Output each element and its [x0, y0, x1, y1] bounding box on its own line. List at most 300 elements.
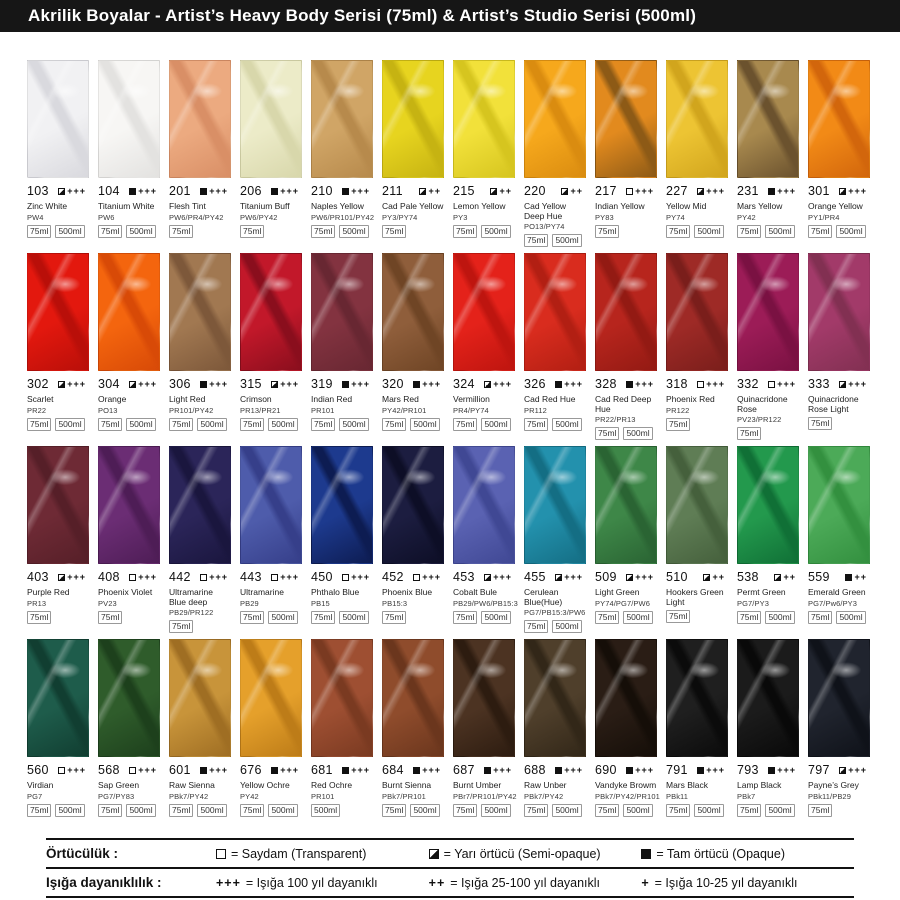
size-chip-500ml: 500ml [197, 804, 226, 817]
paint-name: Emerald Green [808, 587, 866, 597]
paint-code-row [595, 570, 657, 584]
transparent-square-icon [342, 574, 349, 581]
size-chip-500ml: 500ml [268, 418, 297, 431]
paint-code-row [808, 763, 870, 777]
paint-code: 306 [169, 377, 191, 391]
opaque-square-icon [200, 381, 207, 388]
pigment-code: PBk7 [737, 791, 756, 801]
paint-code: 690 [595, 763, 617, 777]
size-chip-500ml: 500ml [55, 225, 84, 238]
paint-code: 217 [595, 184, 617, 198]
paint-swatch-442 [169, 446, 231, 564]
paint-marks [200, 379, 228, 389]
opaque-square-icon [626, 767, 633, 774]
size-chips [27, 225, 89, 238]
size-chips [27, 804, 89, 817]
pigment-code: PR101 [311, 791, 335, 801]
semi-square-icon [419, 188, 426, 195]
size-chip-75ml: 75ml [737, 225, 761, 238]
paint-code: 320 [382, 377, 404, 391]
paint-code: 684 [382, 763, 404, 777]
paint-name: Orange Yellow [808, 201, 863, 211]
lightfastness-rating: +++ [209, 379, 228, 389]
opaque-square-icon [484, 767, 491, 774]
size-chip-75ml: 75ml [808, 225, 832, 238]
paint-card-688 [524, 639, 586, 832]
size-chip-75ml: 75ml [524, 804, 548, 817]
size-chips [595, 804, 657, 817]
paint-name: Ultramarine [240, 587, 284, 597]
paint-name: Vermillion [453, 394, 490, 404]
lightfastness-rating: +++ [67, 765, 86, 775]
pigment-code: PBk7/PR101 [382, 791, 426, 801]
size-chip-75ml: 75ml [240, 225, 264, 238]
paint-marks [626, 765, 654, 775]
lightfastness-rating: +++ [280, 379, 299, 389]
paint-code: 319 [311, 377, 333, 391]
paint-swatch-320 [382, 253, 444, 371]
paint-card-217 [595, 60, 657, 253]
paint-marks [200, 186, 228, 196]
paint-code-row [737, 377, 799, 391]
size-chip-500ml: 500ml [481, 225, 510, 238]
size-chips [311, 611, 373, 624]
paint-card-442 [169, 446, 231, 639]
lightfastness-rating: +++ [564, 765, 583, 775]
size-chip-500ml: 500ml [552, 418, 581, 431]
opaque-square-icon [626, 381, 633, 388]
size-chip-500ml: 500ml [765, 611, 794, 624]
paint-swatch-220 [524, 60, 586, 178]
size-chips [595, 611, 657, 624]
lightfastness-rating: ++ [854, 572, 867, 582]
paint-card-560 [27, 639, 89, 832]
paint-code-row [666, 377, 728, 391]
size-chip-75ml: 75ml [311, 611, 335, 624]
paint-name: Light Red [169, 394, 206, 404]
paint-marks [839, 379, 867, 389]
size-chips [453, 225, 515, 238]
paint-code-row [453, 377, 515, 391]
paint-name: Titanium Buff [240, 201, 290, 211]
lightfastness-rating: +++ [138, 765, 157, 775]
pigment-code: PR101/PY42 [169, 405, 214, 415]
paint-card-684 [382, 639, 444, 832]
paint-swatch-509 [595, 446, 657, 564]
semi-square-icon [271, 381, 278, 388]
lightfastness-rating: +++ [706, 186, 725, 196]
paint-code-row [453, 184, 515, 198]
size-chip-75ml: 75ml [169, 418, 193, 431]
paint-code: 324 [453, 377, 475, 391]
size-chip-500ml: 500ml [311, 804, 340, 817]
paint-code-row [666, 763, 728, 777]
paint-card-227 [666, 60, 728, 253]
size-chip-500ml: 500ml [126, 225, 155, 238]
size-chip-75ml: 75ml [666, 610, 690, 623]
opaque-square-icon [271, 767, 278, 774]
opaque-square-icon [413, 381, 420, 388]
semi-square-icon [561, 188, 568, 195]
lightfastness-rating: +++ [209, 572, 228, 582]
semi-square-icon [58, 188, 65, 195]
paint-card-559 [808, 446, 870, 639]
paint-swatch-211 [382, 60, 444, 178]
legend-item-text: = Işığa 100 yıl dayanıklı [245, 875, 378, 890]
paint-name: Crimson [240, 394, 272, 404]
pigment-code: PR13 [27, 598, 47, 608]
size-chips [240, 225, 302, 238]
paint-name: Flesh Tint [169, 201, 206, 211]
paint-name: Cerulean Blue(Hue) [524, 587, 563, 607]
paint-marks [129, 379, 157, 389]
size-chip-500ml: 500ml [765, 804, 794, 817]
lightfastness-rating: ++ [499, 186, 512, 196]
paint-code-row [595, 184, 657, 198]
semi-square-icon [58, 574, 65, 581]
paint-code: 206 [240, 184, 262, 198]
paint-code: 510 [666, 570, 688, 584]
paint-marks [271, 572, 299, 582]
paint-marks [342, 765, 370, 775]
semi-square-icon [839, 767, 846, 774]
size-chip-75ml: 75ml [808, 417, 832, 430]
paint-swatch-601 [169, 639, 231, 757]
size-chips [98, 804, 160, 817]
size-chip-500ml: 500ml [765, 225, 794, 238]
size-chip-500ml: 500ml [55, 418, 84, 431]
paint-name: Vandyke Browm [595, 780, 657, 790]
size-chip-75ml: 75ml [382, 225, 406, 238]
opaque-square-icon [200, 188, 207, 195]
paint-name: Cad Red Deep Hue [595, 394, 652, 414]
pigment-code: PB15:3 [382, 598, 408, 608]
paint-name: Ultramarine Blue deep [169, 587, 213, 607]
pigment-code: PB29 [240, 598, 259, 608]
semi-opaque-square-icon [429, 849, 439, 859]
paint-marks [58, 186, 86, 196]
paint-marks [413, 572, 441, 582]
semi-square-icon [703, 574, 710, 581]
paint-name: Phoenix Blue [382, 587, 433, 597]
paint-code: 220 [524, 184, 546, 198]
legend-lightfast-label: Işığa dayanıklılık : [46, 875, 162, 890]
lightfastness-rating: ++ [570, 186, 583, 196]
size-chip-500ml: 500ml [694, 804, 723, 817]
lightfastness-rating: +++ [635, 765, 654, 775]
paint-code-row [311, 763, 373, 777]
paint-card-302 [27, 253, 89, 446]
opaque-square-icon [342, 381, 349, 388]
size-chip-500ml: 500ml [623, 427, 652, 440]
semi-square-icon [839, 381, 846, 388]
size-chip-500ml: 500ml [694, 225, 723, 238]
pigment-code: PO13/PY74 [524, 222, 565, 232]
size-chips [808, 804, 870, 817]
paint-marks [484, 379, 512, 389]
paint-name: Phoenix Violet [98, 587, 153, 597]
title-bar [0, 0, 900, 32]
paint-code: 103 [27, 184, 49, 198]
opaque-square-icon [413, 767, 420, 774]
legend-item-semi-opaque [429, 847, 642, 861]
size-chip-75ml: 75ml [595, 225, 619, 238]
paint-code: 450 [311, 570, 333, 584]
paint-marks [768, 765, 796, 775]
paint-code: 681 [311, 763, 333, 777]
paint-name: Payne’s Grey [808, 780, 859, 790]
paint-code-row [737, 763, 799, 777]
paint-swatch-104 [98, 60, 160, 178]
paint-card-453 [453, 446, 518, 639]
paint-swatch-559 [808, 446, 870, 564]
size-chips [808, 225, 870, 238]
pigment-code: PY42 [240, 791, 259, 801]
paint-name: Permt Green [737, 587, 786, 597]
lightfastness-rating: +++ [635, 379, 654, 389]
paint-marks [561, 186, 583, 196]
paint-swatch-319 [311, 253, 373, 371]
paint-swatch-452 [382, 446, 444, 564]
paint-card-333 [808, 253, 870, 446]
paint-code: 453 [453, 570, 475, 584]
paint-code-row [27, 377, 89, 391]
paint-card-510 [666, 446, 728, 639]
paint-card-601 [169, 639, 231, 832]
paint-code: 201 [169, 184, 191, 198]
paint-swatch-510 [666, 446, 728, 564]
paint-code-row [311, 377, 373, 391]
size-chips [524, 620, 586, 633]
paint-swatch-455 [524, 446, 586, 564]
paint-code-row [737, 570, 799, 584]
paint-swatch-315 [240, 253, 302, 371]
size-chip-500ml: 500ml [552, 620, 581, 633]
size-chip-500ml: 500ml [126, 418, 155, 431]
paint-code-row [311, 184, 373, 198]
transparent-square-icon [697, 381, 704, 388]
size-chips [169, 620, 231, 633]
paint-swatch-687 [453, 639, 515, 757]
paint-code: 538 [737, 570, 759, 584]
paint-code-row [524, 763, 586, 777]
legend-item-transparent [216, 847, 429, 861]
size-chips [666, 225, 728, 238]
paint-marks [342, 186, 370, 196]
paint-card-324 [453, 253, 515, 446]
paint-code-row [808, 570, 870, 584]
opaque-square-icon [845, 574, 852, 581]
paint-code-row [382, 377, 444, 391]
size-chips [169, 225, 231, 238]
paint-name: Mars Black [666, 780, 709, 790]
paint-marks [845, 572, 867, 582]
paint-marks [490, 186, 512, 196]
size-chips [98, 418, 160, 431]
lightfastness-rating: +++ [351, 572, 370, 582]
paint-name: Burnt Umber [453, 780, 502, 790]
paint-name: Indian Red [311, 394, 353, 404]
lightfastness-rating: ++ [783, 572, 796, 582]
paint-name: Cad Yellow Deep Hue [524, 201, 567, 221]
size-chip-75ml: 75ml [595, 427, 619, 440]
size-chip-500ml: 500ml [339, 611, 368, 624]
semi-square-icon [839, 188, 846, 195]
paint-code-row [453, 570, 515, 584]
paint-card-791 [666, 639, 728, 832]
paint-name: Naples Yellow [311, 201, 364, 211]
size-chip-500ml: 500ml [339, 418, 368, 431]
size-chip-500ml: 500ml [197, 418, 226, 431]
pigment-code: PY42 [737, 212, 756, 222]
paint-card-681 [311, 639, 373, 832]
paint-card-104 [98, 60, 160, 253]
lightfastness-rating: +++ [848, 765, 867, 775]
semi-square-icon [697, 188, 704, 195]
size-chip-500ml: 500ml [55, 804, 84, 817]
plus-plus-symbol: ++ [428, 875, 446, 890]
lightfastness-rating: +++ [67, 572, 86, 582]
paint-name: Sap Green [98, 780, 140, 790]
paint-name: Mars Red [382, 394, 419, 404]
paint-card-332 [737, 253, 799, 446]
size-chips [98, 225, 160, 238]
paint-code: 333 [808, 377, 830, 391]
paint-card-211 [382, 60, 444, 253]
size-chip-75ml: 75ml [98, 418, 122, 431]
paint-code-row [524, 184, 586, 198]
paint-card-220 [524, 60, 586, 253]
size-chip-75ml: 75ml [453, 611, 477, 624]
paint-swatch-443 [240, 446, 302, 564]
paint-code-row [98, 763, 160, 777]
pigment-code: PBk7/PY42/PR101 [595, 791, 660, 801]
paint-code-row [27, 570, 89, 584]
size-chips [666, 610, 728, 623]
paint-swatch-215 [453, 60, 515, 178]
lightfastness-rating: +++ [422, 572, 441, 582]
legend-item-text: = Saydam (Transparent) [231, 846, 367, 861]
pigment-code: PO13 [98, 405, 118, 415]
legend-item-lightfast-10-25 [641, 876, 854, 890]
size-chip-500ml: 500ml [410, 804, 439, 817]
paint-swatch-791 [666, 639, 728, 757]
semi-square-icon [484, 574, 491, 581]
paint-marks [555, 765, 583, 775]
lightfastness-rating: +++ [422, 765, 441, 775]
paint-marks [58, 379, 86, 389]
paint-name: Yellow Ochre [240, 780, 290, 790]
paint-marks [58, 572, 86, 582]
lightfastness-rating: +++ [351, 186, 370, 196]
paint-code: 231 [737, 184, 759, 198]
paint-code: 509 [595, 570, 617, 584]
paint-code: 568 [98, 763, 120, 777]
paint-marks [774, 572, 796, 582]
size-chip-75ml: 75ml [311, 225, 335, 238]
paint-card-103 [27, 60, 89, 253]
paint-marks [839, 186, 867, 196]
paint-marks [626, 379, 654, 389]
paint-swatch-306 [169, 253, 231, 371]
size-chips [737, 427, 799, 440]
paint-code-row [169, 377, 231, 391]
paint-code-row [453, 763, 515, 777]
size-chips [311, 418, 373, 431]
paint-marks [839, 765, 867, 775]
paint-name: Cobalt Bule [453, 587, 497, 597]
paint-card-452 [382, 446, 444, 639]
paint-marks [697, 765, 725, 775]
paint-card-231 [737, 60, 799, 253]
lightfastness-rating: +++ [493, 765, 512, 775]
legend-opacity-label: Örtücülük : [46, 846, 119, 861]
paint-swatch-797 [808, 639, 870, 757]
pigment-code: PG7/PB15:3/PW6 [524, 608, 586, 618]
lightfastness-rating: +++ [848, 379, 867, 389]
paint-card-306 [169, 253, 231, 446]
paint-code: 791 [666, 763, 688, 777]
paint-marks [200, 572, 228, 582]
paint-card-304 [98, 253, 160, 446]
paint-name: Scarlet [27, 394, 54, 404]
paint-name: Titanium White [98, 201, 155, 211]
size-chips [169, 418, 231, 431]
size-chip-75ml: 75ml [169, 225, 193, 238]
paint-card-301 [808, 60, 870, 253]
opaque-square-icon [555, 767, 562, 774]
paint-code: 452 [382, 570, 404, 584]
paint-swatch-304 [98, 253, 160, 371]
size-chip-500ml: 500ml [552, 804, 581, 817]
paint-swatch-210 [311, 60, 373, 178]
paint-name: Quinacridone Rose Light [808, 394, 859, 414]
size-chips [595, 225, 657, 238]
size-chips [169, 804, 231, 817]
paint-marks [419, 186, 441, 196]
paint-swatch-206 [240, 60, 302, 178]
lightfastness-rating: +++ [280, 765, 299, 775]
paint-name: Quinacridone Rose [737, 394, 788, 414]
lightfastness-rating: +++ [351, 379, 370, 389]
paint-marks [129, 572, 157, 582]
opaque-square-icon [342, 767, 349, 774]
paint-code: 455 [524, 570, 546, 584]
size-chip-75ml: 75ml [382, 804, 406, 817]
pigment-code: PY1/PR4 [808, 212, 840, 222]
paint-marks [484, 572, 512, 582]
paint-marks [413, 379, 441, 389]
lightfastness-rating: +++ [635, 572, 654, 582]
paint-code: 227 [666, 184, 688, 198]
size-chips [808, 417, 870, 430]
paint-card-215 [453, 60, 515, 253]
paint-code: 559 [808, 570, 830, 584]
paint-code: 403 [27, 570, 49, 584]
pigment-code: PBr7/PR101/PY42 [453, 791, 517, 801]
paint-swatch-103 [27, 60, 89, 178]
paint-swatch-301 [808, 60, 870, 178]
paint-code: 215 [453, 184, 475, 198]
paint-card-318 [666, 253, 728, 446]
paint-marks [768, 186, 796, 196]
lightfastness-rating: +++ [351, 765, 370, 775]
size-chip-75ml: 75ml [595, 804, 619, 817]
lightfastness-rating: +++ [280, 186, 299, 196]
size-chip-500ml: 500ml [481, 418, 510, 431]
lightfastness-rating: +++ [493, 379, 512, 389]
size-chip-75ml: 75ml [453, 418, 477, 431]
